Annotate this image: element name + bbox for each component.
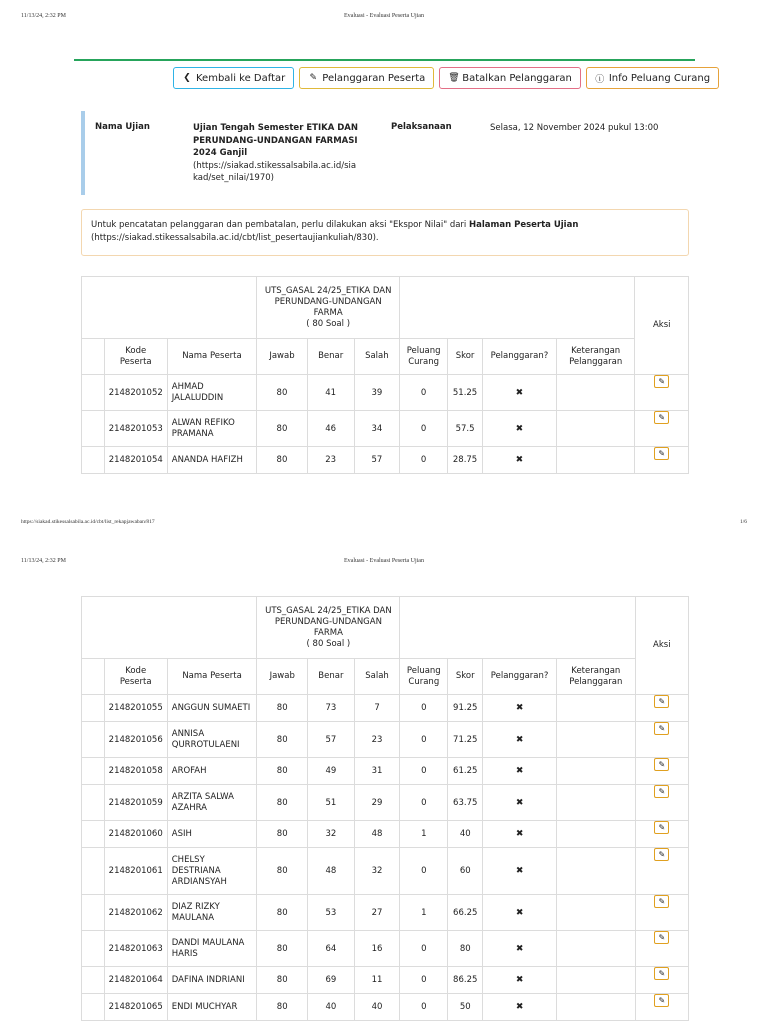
print-doc-title-2: Evaluasi - Evaluasi Peserta Ujian [344, 558, 424, 564]
nama-peserta: AROFAH [167, 758, 257, 785]
salah: 34 [354, 411, 400, 447]
table-row [82, 758, 689, 785]
keterangan [557, 895, 636, 931]
salah: 48 [354, 821, 400, 848]
aksi-cell [635, 695, 688, 722]
salah: 32 [354, 848, 400, 895]
cross-icon: ✖ [515, 387, 524, 398]
keterangan [557, 821, 636, 848]
kode-peserta: 2148201065 [104, 994, 167, 1021]
aksi-cell [635, 931, 688, 967]
cross-icon: ✖ [515, 943, 524, 954]
benar: 51 [308, 785, 355, 821]
exam-name-value [193, 122, 373, 185]
cross-icon: ✖ [515, 1002, 524, 1012]
pencil-icon: ✎ [658, 933, 666, 942]
pelanggaran [483, 785, 557, 821]
table-row [82, 375, 689, 411]
exam-name-line-1: Ujian Tengah Semester ETIKA DAN [193, 123, 358, 133]
aksi-header: Aksi [635, 597, 688, 695]
benar: 23 [307, 447, 354, 474]
pencil-icon: ✎ [309, 73, 318, 83]
cross-icon: ✖ [515, 423, 524, 434]
peluang-curang: 0 [400, 967, 448, 994]
table-row [82, 785, 689, 821]
aksi-cell [635, 758, 688, 785]
col-pelanggaran: Pelanggaran? [483, 659, 557, 695]
back-to-list-label: Kembali ke Daftar [196, 72, 286, 84]
pencil-icon: ✎ [658, 823, 666, 832]
results-table-continued [81, 596, 689, 1021]
pelanggaran [483, 895, 557, 931]
table-header-blank-2 [400, 597, 635, 659]
exam-header-line-1: UTS_GASAL 24/25_ETIKA DAN [264, 285, 392, 296]
edit-button[interactable] [654, 994, 669, 1007]
cross-icon: ✖ [515, 866, 524, 876]
nama-peserta: ALWAN REFIKO PRAMANA [167, 411, 256, 447]
pelanggaran [483, 447, 557, 474]
edit-button[interactable] [654, 848, 669, 861]
pelanggaran [483, 758, 557, 785]
skor: 91.25 [448, 695, 483, 722]
col-nama-peserta: Nama Peserta [167, 659, 257, 695]
exam-info-panel [81, 111, 695, 195]
pencil-icon: ✎ [658, 969, 666, 978]
pelanggaran [483, 821, 557, 848]
nama-peserta: DAFINA INDRIANI [167, 967, 257, 994]
skor: 71.25 [448, 722, 483, 758]
kode-peserta: 2148201054 [104, 447, 167, 474]
jawab: 80 [257, 722, 308, 758]
peluang-curang: 0 [400, 785, 448, 821]
header-divider [74, 59, 695, 61]
print-header [0, 0, 768, 19]
pencil-icon: ✎ [658, 897, 666, 906]
kode-peserta: 2148201056 [104, 722, 167, 758]
exam-name-line-3: 2024 Ganjil [193, 148, 248, 158]
kode-peserta: 2148201059 [104, 785, 167, 821]
cross-icon: ✖ [515, 703, 524, 713]
kode-peserta: 2148201064 [104, 967, 167, 994]
row-checkbox-cell [82, 758, 105, 785]
kode-peserta: 2148201063 [104, 931, 167, 967]
col-keterangan: Keterangan Pelanggaran [557, 659, 636, 695]
table-row [82, 411, 689, 447]
keterangan [556, 411, 635, 447]
results-table [81, 276, 689, 474]
table-row [82, 931, 689, 967]
benar: 57 [308, 722, 355, 758]
salah: 16 [354, 931, 400, 967]
jawab: 80 [257, 758, 308, 785]
row-checkbox-cell [82, 447, 105, 474]
skor: 66.25 [448, 895, 483, 931]
benar: 46 [307, 411, 354, 447]
print-datetime-2: 11/13/24, 2:32 PM [21, 558, 66, 564]
exam-header-line-2: PERUNDANG-UNDANGAN [274, 616, 382, 627]
pelanggaran [483, 994, 557, 1021]
table-row [82, 967, 689, 994]
exam-header-line-3: FARMA [313, 307, 343, 318]
print-url: https://siakad.stikessalsabila.ac.id/cbt/list_rekapjawaban/817 [21, 519, 155, 525]
salah: 7 [354, 695, 400, 722]
row-checkbox-cell [82, 785, 105, 821]
col-pelanggaran: Pelanggaran? [483, 339, 557, 375]
jawab: 80 [257, 895, 308, 931]
notice-text-2: (https://siakad.stikessalsabila.ac.id/cbt/list_pesertaujiankuliah/830). [91, 233, 379, 243]
nama-peserta: DIAZ RIZKY MAULANA [167, 895, 257, 931]
edit-button[interactable] [654, 722, 669, 735]
skor: 40 [448, 821, 483, 848]
keterangan [556, 447, 635, 474]
nama-peserta: CHELSY DESTRIANA ARDIANSYAH [167, 848, 257, 895]
edit-button[interactable] [654, 785, 669, 798]
skor: 51.25 [448, 375, 483, 411]
salah: 57 [354, 447, 400, 474]
col-skor: Skor [448, 659, 483, 695]
keterangan [556, 375, 635, 411]
edit-button[interactable] [654, 447, 669, 460]
row-checkbox-cell [82, 931, 105, 967]
peluang-curang: 0 [400, 931, 448, 967]
cancel-violation-button[interactable] [439, 67, 581, 89]
table-row [82, 848, 689, 895]
aksi-cell [635, 848, 688, 895]
cross-icon: ✖ [515, 797, 524, 808]
jawab: 80 [257, 821, 308, 848]
participant-violation-button[interactable] [299, 67, 434, 89]
trash-icon: 🗑 [448, 73, 460, 83]
schedule-label: Pelaksanaan [391, 122, 452, 132]
print-doc-title: Evaluasi - Evaluasi Peserta Ujian [344, 13, 424, 19]
row-checkbox-cell [82, 967, 105, 994]
keterangan [557, 758, 636, 785]
col-checkbox [82, 659, 105, 695]
print-page-number: 1/6 [739, 519, 747, 525]
peluang-curang: 0 [400, 411, 448, 447]
benar: 73 [308, 695, 355, 722]
skor: 86.25 [448, 967, 483, 994]
pencil-icon: ✎ [658, 760, 666, 769]
exam-header-line-2: PERUNDANG-UNDANGAN [274, 296, 382, 307]
edit-button[interactable] [654, 411, 669, 424]
col-nama-peserta: Nama Peserta [167, 339, 256, 375]
row-checkbox-cell [82, 821, 105, 848]
table-header-blank-2 [400, 277, 635, 339]
pelanggaran [483, 722, 557, 758]
aksi-cell [635, 411, 689, 447]
cheating-info-label: Info Peluang Curang [608, 72, 711, 84]
jawab: 80 [257, 375, 308, 411]
aksi-cell [635, 375, 689, 411]
aksi-cell [635, 821, 688, 848]
row-checkbox-cell [82, 895, 105, 931]
salah: 40 [354, 994, 400, 1021]
pencil-icon: ✎ [658, 850, 666, 859]
benar: 32 [308, 821, 355, 848]
schedule-value: Selasa, 12 November 2024 pukul 13:00 [490, 123, 659, 133]
table-row [82, 447, 689, 474]
col-checkbox [82, 339, 105, 375]
benar: 40 [308, 994, 355, 1021]
col-benar: Benar [308, 659, 355, 695]
col-skor: Skor [448, 339, 483, 375]
pelanggaran [483, 411, 557, 447]
aksi-cell [635, 722, 688, 758]
nama-peserta: ANGGUN SUMAETI [167, 695, 257, 722]
kode-peserta: 2148201058 [104, 758, 167, 785]
aksi-cell [635, 967, 688, 994]
peluang-curang: 0 [400, 722, 448, 758]
peluang-curang: 0 [400, 758, 448, 785]
table-row [82, 821, 689, 848]
pelanggaran [483, 848, 557, 895]
exam-header-line-3: FARMA [313, 627, 343, 638]
exam-name-line-2: PERUNDANG-UNDANGAN FARMASI [193, 135, 358, 146]
cheating-info-button[interactable] [586, 67, 719, 89]
pelanggaran [483, 931, 557, 967]
nama-peserta: DANDI MAULANA HARIS [167, 931, 257, 967]
skor: 80 [448, 931, 483, 967]
skor: 63.75 [448, 785, 483, 821]
notice-text-1: Untuk pencatatan pelanggaran dan pembatalan, perlu dilakukan aksi "Ekspor Nilai" dari [91, 220, 469, 230]
col-jawab: Jawab [257, 339, 308, 375]
chevron-left-icon: ❮ [183, 73, 191, 83]
row-checkbox-cell [82, 848, 105, 895]
edit-button[interactable] [654, 931, 669, 944]
kode-peserta: 2148201060 [104, 821, 167, 848]
col-kode-peserta: Kode Peserta [104, 339, 167, 375]
jawab: 80 [257, 785, 308, 821]
jawab: 80 [257, 967, 308, 994]
pencil-icon: ✎ [658, 377, 666, 386]
jawab: 80 [257, 848, 308, 895]
pelanggaran [483, 967, 557, 994]
cross-icon: ✖ [515, 907, 524, 918]
nama-peserta: ANANDA HAFIZH [167, 447, 256, 474]
skor: 28.75 [448, 447, 483, 474]
exam-header-line-4: ( 80 Soal ) [306, 318, 351, 329]
benar: 69 [308, 967, 355, 994]
peluang-curang: 0 [400, 447, 448, 474]
edit-button[interactable] [654, 758, 669, 771]
exam-header [257, 277, 400, 339]
keterangan [557, 994, 636, 1021]
salah: 31 [354, 758, 400, 785]
edit-button[interactable] [654, 895, 669, 908]
pencil-icon: ✎ [658, 697, 666, 706]
exam-link-line-1[interactable]: (https://siakad.stikessalsabila.ac.id/sia [193, 160, 357, 171]
edit-button[interactable] [654, 821, 669, 834]
table-row [82, 994, 689, 1021]
cross-icon: ✖ [515, 455, 524, 465]
edit-button[interactable] [654, 375, 669, 388]
cross-icon: ✖ [515, 766, 524, 776]
keterangan [557, 848, 636, 895]
pelanggaran [483, 375, 557, 411]
edit-button[interactable] [654, 967, 669, 980]
print-header-page-2 [0, 545, 768, 564]
row-checkbox-cell [82, 411, 105, 447]
kode-peserta: 2148201052 [104, 375, 167, 411]
info-icon: ⓘ [595, 74, 605, 85]
cross-icon: ✖ [515, 829, 524, 839]
benar: 64 [308, 931, 355, 967]
col-kode-peserta: Kode Peserta [104, 659, 167, 695]
table-row [82, 722, 689, 758]
salah: 27 [354, 895, 400, 931]
col-peluang-curang: Peluang Curang [400, 659, 448, 695]
skor: 60 [448, 848, 483, 895]
aksi-cell [635, 785, 688, 821]
exam-name-label: Nama Ujian [95, 122, 150, 132]
export-notice [81, 209, 689, 256]
jawab: 80 [257, 411, 308, 447]
pencil-icon: ✎ [658, 996, 666, 1005]
nama-peserta: AHMAD JALALUDDIN [167, 375, 256, 411]
table-row [82, 695, 689, 722]
jawab: 80 [257, 447, 308, 474]
nama-peserta: ENDI MUCHYAR [167, 994, 257, 1021]
col-benar: Benar [307, 339, 354, 375]
skor: 57.5 [448, 411, 483, 447]
peluang-curang: 1 [400, 821, 448, 848]
col-keterangan: Keterangan Pelanggaran [556, 339, 635, 375]
cross-icon: ✖ [515, 975, 524, 985]
row-checkbox-cell [82, 695, 105, 722]
participant-violation-label: Pelanggaran Peserta [322, 72, 426, 84]
benar: 41 [307, 375, 354, 411]
nama-peserta: ANNISA QURROTULAENI [167, 722, 257, 758]
salah: 23 [354, 722, 400, 758]
peluang-curang: 1 [400, 895, 448, 931]
table-header-blank [82, 597, 257, 659]
pencil-icon: ✎ [658, 449, 666, 458]
salah: 11 [354, 967, 400, 994]
jawab: 80 [257, 695, 308, 722]
kode-peserta: 2148201053 [104, 411, 167, 447]
peluang-curang: 0 [400, 695, 448, 722]
keterangan [557, 722, 636, 758]
aksi-cell [635, 994, 688, 1021]
participant-page-link[interactable]: Halaman Peserta Ujian [469, 220, 579, 230]
peluang-curang: 0 [400, 848, 448, 895]
row-checkbox-cell [82, 722, 105, 758]
exam-header [257, 597, 400, 659]
peluang-curang: 0 [400, 375, 448, 411]
keterangan [557, 695, 636, 722]
aksi-header: Aksi [635, 277, 689, 375]
aksi-cell [635, 447, 689, 474]
pelanggaran [483, 695, 557, 722]
keterangan [557, 785, 636, 821]
aksi-cell [635, 895, 688, 931]
nama-peserta: ARZITA SALWA AZAHRA [167, 785, 257, 821]
kode-peserta: 2148201055 [104, 695, 167, 722]
skor: 61.25 [448, 758, 483, 785]
col-salah: Salah [354, 339, 400, 375]
cancel-violation-label: Batalkan Pelanggaran [462, 72, 572, 84]
col-salah: Salah [354, 659, 400, 695]
kode-peserta: 2148201061 [104, 848, 167, 895]
back-to-list-button[interactable] [173, 67, 294, 89]
row-checkbox-cell [82, 375, 105, 411]
print-datetime: 11/13/24, 2:32 PM [21, 13, 66, 19]
benar: 49 [308, 758, 355, 785]
kode-peserta: 2148201062 [104, 895, 167, 931]
salah: 39 [354, 375, 400, 411]
skor: 50 [448, 994, 483, 1021]
benar: 48 [308, 848, 355, 895]
benar: 53 [308, 895, 355, 931]
keterangan [557, 931, 636, 967]
col-peluang-curang: Peluang Curang [400, 339, 448, 375]
jawab: 80 [257, 994, 308, 1021]
pencil-icon: ✎ [658, 413, 666, 422]
col-jawab: Jawab [257, 659, 308, 695]
salah: 29 [354, 785, 400, 821]
keterangan [557, 967, 636, 994]
exam-link-line-2[interactable]: kad/set_nilai/1970) [193, 173, 274, 183]
exam-header-line-1: UTS_GASAL 24/25_ETIKA DAN [265, 605, 392, 616]
pencil-icon: ✎ [658, 787, 666, 796]
nama-peserta: ASIH [167, 821, 257, 848]
peluang-curang: 0 [400, 994, 448, 1021]
toolbar [173, 67, 719, 89]
table-header-blank [82, 277, 257, 339]
row-checkbox-cell [82, 994, 105, 1021]
exam-header-line-4: ( 80 Soal ) [306, 638, 351, 649]
cross-icon: ✖ [515, 734, 524, 745]
jawab: 80 [257, 931, 308, 967]
pencil-icon: ✎ [658, 724, 666, 733]
table-row [82, 895, 689, 931]
edit-button[interactable] [654, 695, 669, 708]
